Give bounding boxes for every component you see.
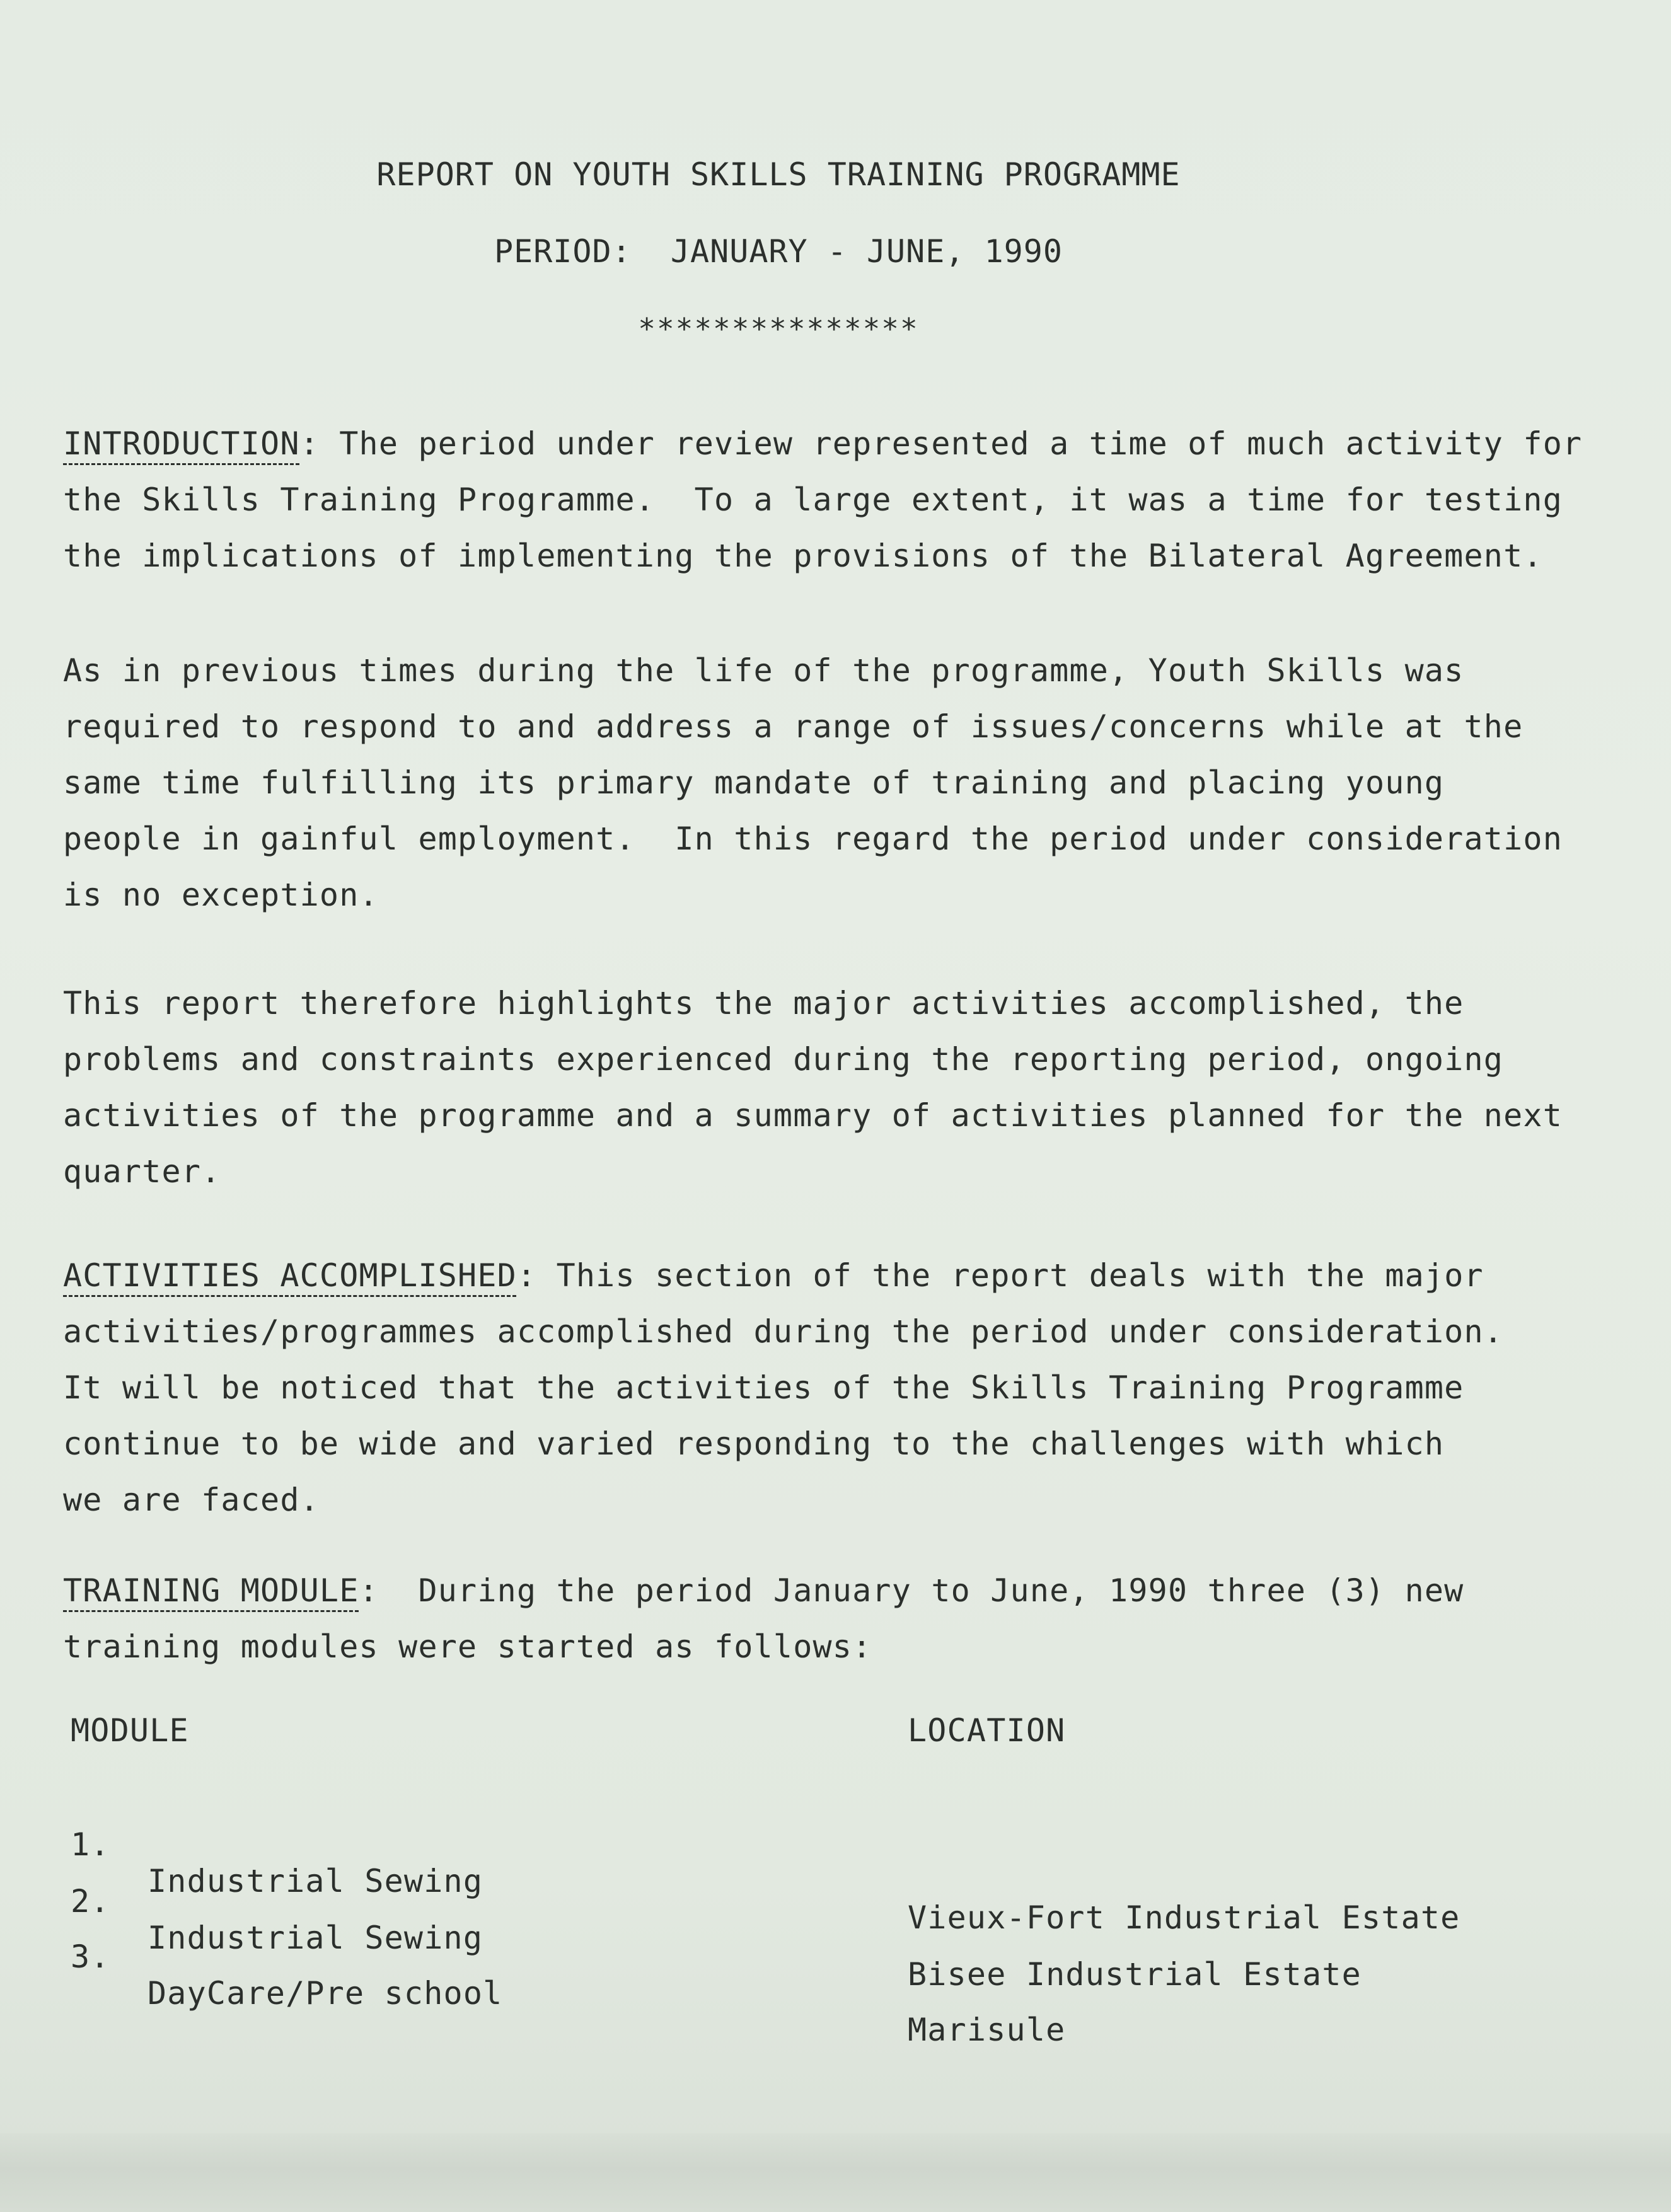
module-name: Industrial Sewing (147, 1863, 483, 1899)
paragraph-line: activities/programmes accomplished during the period under consideration. (63, 1313, 1504, 1350)
previous-times-paragraph (63, 643, 1563, 923)
training-heading: TRAINING MODULE (63, 1572, 359, 1609)
report-scope-paragraph (63, 976, 1563, 1200)
paragraph-line: same time fulfilling its primary mandate of training and placing young (63, 764, 1445, 801)
separator-stars: *************** (638, 312, 919, 346)
paragraph-line: problems and constraints experienced during the reporting period, ongoing (63, 1041, 1504, 1078)
paragraph-line: the implications of implementing the provisions of the Bilateral Agreement. (63, 538, 1543, 574)
report-period: PERIOD: JANUARY - JUNE, 1990 (494, 233, 1063, 270)
module-name: DayCare/Pre school (147, 1975, 503, 2012)
module-row (71, 1790, 1520, 1936)
paragraph-line: quarter. (63, 1153, 221, 1190)
paragraph-line: training modules were started as follows: (63, 1628, 872, 1665)
module-column-header: MODULE (71, 1712, 189, 1749)
paragraph-line: the Skills Training Programme. To a large extent, it was a time for testing (63, 481, 1563, 518)
paragraph-line: As in previous times during the life of the programme, Youth Skills was (63, 652, 1464, 689)
module-number: 2. (71, 1883, 110, 1920)
module-location: Vieux-Fort Industrial Estate (908, 1899, 1460, 1936)
location-column-header: LOCATION (908, 1712, 1066, 1749)
training-paragraph (63, 1563, 1513, 1675)
paragraph-line: continue to be wide and varied responding to the challenges with which (63, 1426, 1445, 1462)
paragraph-line: people in gainful employment. In this regard the period under consideration (63, 821, 1563, 857)
paragraph-line: is no exception. (63, 877, 379, 913)
paragraph-line (63, 1248, 1513, 1304)
module-number: 3. (71, 1938, 110, 1975)
report-title: REPORT ON YOUTH SKILLS TRAINING PROGRAMME (376, 156, 1181, 193)
module-number: 1. (71, 1826, 110, 1863)
paragraph-text: : During the period January to June, 1990 three (3) new (359, 1572, 1464, 1609)
activities-paragraph (63, 1248, 1513, 1528)
module-location: Bisee Industrial Estate (908, 1956, 1362, 1993)
activities-heading: ACTIVITIES ACCOMPLISHED (63, 1257, 517, 1294)
module-location: Marisule (908, 2012, 1066, 2048)
paragraph-line (63, 416, 1583, 472)
module-name: Industrial Sewing (147, 1920, 483, 1956)
paragraph-line: This report therefore highlights the major activities accomplished, the (63, 985, 1464, 1022)
paragraph-line: required to respond to and address a range of issues/concerns while at the (63, 708, 1524, 745)
introduction-heading: INTRODUCTION (63, 425, 300, 462)
paragraph-line (63, 1563, 1513, 1619)
paragraph-line: we are faced. (63, 1482, 320, 1518)
paragraph-line: It will be noticed that the activities of the Skills Training Programme (63, 1369, 1464, 1406)
page-bottom-shadow (0, 2133, 1671, 2212)
introduction-paragraph (63, 416, 1583, 584)
paragraph-line: activities of the programme and a summary of activities planned for the next (63, 1097, 1563, 1134)
paragraph-text: : The period under review represented a time of much activity for (299, 425, 1583, 462)
paragraph-text: : This section of the report deals with the major (516, 1257, 1484, 1294)
